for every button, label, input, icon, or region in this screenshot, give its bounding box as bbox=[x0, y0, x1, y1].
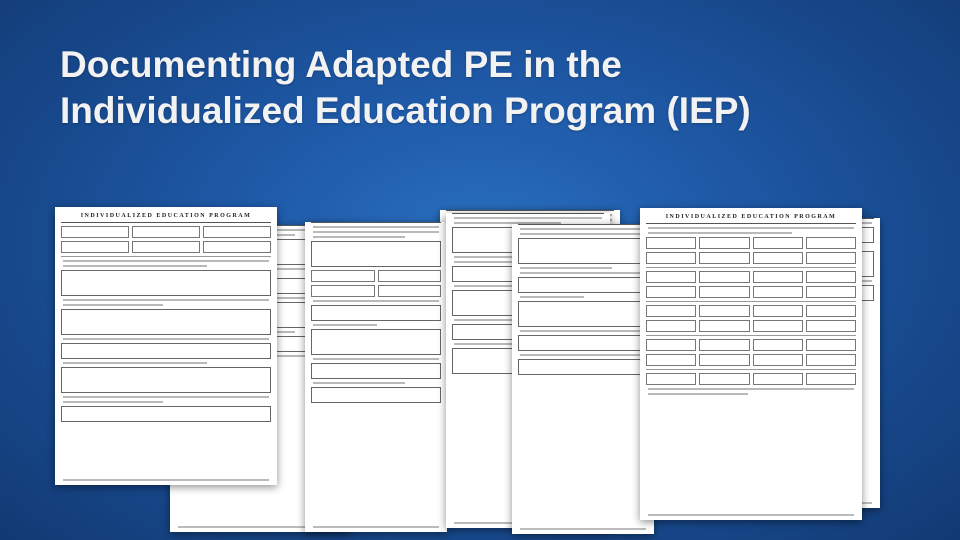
slide-title-line-1: Documenting Adapted PE in the bbox=[60, 44, 622, 85]
iep-form-heading: INDIVIDUALIZED EDUCATION PROGRAM bbox=[80, 213, 252, 219]
iep-form-heading-2: INDIVIDUALIZED EDUCATION PROGRAM bbox=[665, 214, 837, 220]
slide-title-line-2: Individualized Education Program (IEP) bbox=[60, 90, 751, 131]
iep-page-5 bbox=[640, 208, 862, 520]
iep-page-4 bbox=[512, 224, 654, 534]
iep-page-1 bbox=[55, 207, 277, 485]
iep-page-2 bbox=[305, 222, 447, 532]
